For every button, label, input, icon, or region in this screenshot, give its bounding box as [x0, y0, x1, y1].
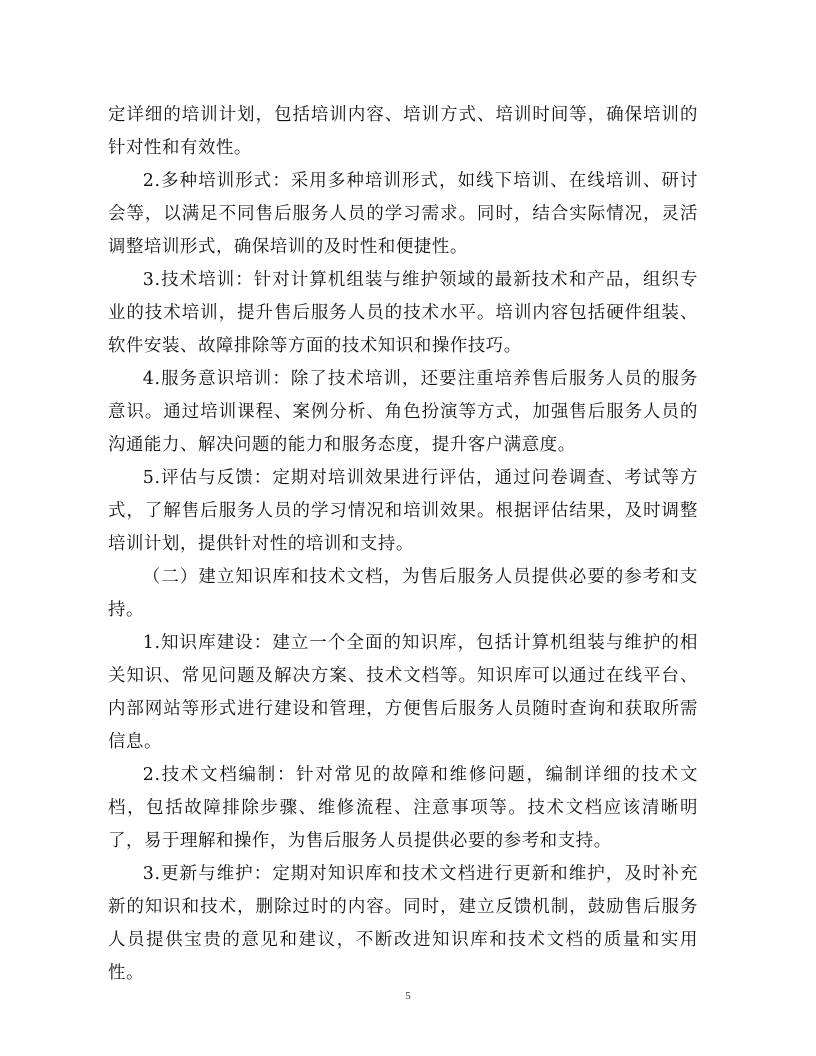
document-body	[108, 99, 698, 990]
paragraph-training-forms: 2.多种培训形式：采用多种培训形式，如线下培训、在线培训、研讨会等，以满足不同售后服务人员的学习需求。同时，结合实际情况，灵活调整培训形式，确保培训的及时性和便捷性。	[108, 171, 698, 257]
paragraph-technical-training: 3.技术培训：针对计算机组装与维护领域的最新技术和产品，组织专业的技术培训，提升售后服务人员的技术水平。培训内容包括硬件组装、软件安装、故障排除等方面的技术知识和操作技巧。	[108, 270, 698, 356]
paragraph-continuation: 定详细的培训计划，包括培训内容、培训方式、培训时间等，确保培训的针对性和有效性。	[108, 105, 698, 158]
section-heading-knowledge-base: （二）建立知识库和技术文档，为售后服务人员提供必要的参考和支持。	[108, 567, 698, 620]
paragraph-service-awareness: 4.服务意识培训：除了技术培训，还要注重培养售后服务人员的服务意识。通过培训课程、案例分析、角色扮演等方式，加强售后服务人员的沟通能力、解决问题的能力和服务态度，提升客户满意度。	[108, 369, 698, 455]
page-number: 5	[405, 990, 411, 1002]
paragraph-knowledge-base: 1.知识库建设：建立一个全面的知识库，包括计算机组装与维护的相关知识、常见问题及解决方案、技术文档等。知识库可以通过在线平台、内部网站等形式进行建设和管理，方便售后服务人员随时查询和获取所需信息。	[108, 633, 698, 752]
paragraph-update-maintenance: 3.更新与维护：定期对知识库和技术文档进行更新和维护，及时补充新的知识和技术，删除过时的内容。同时，建立反馈机制，鼓励售后服务人员提供宝贵的意见和建议，不断改进知识库和技术文档的质量和实用性。	[108, 864, 698, 983]
paragraph-evaluation-feedback: 5.评估与反馈：定期对培训效果进行评估，通过问卷调查、考试等方式，了解售后服务人员的学习情况和培训效果。根据评估结果，及时调整培训计划，提供针对性的培训和支持。	[108, 468, 698, 554]
paragraph-technical-docs: 2.技术文档编制：针对常见的故障和维修问题，编制详细的技术文档，包括故障排除步骤、维修流程、注意事项等。技术文档应该清晰明了，易于理解和操作，为售后服务人员提供必要的参考和支持。	[108, 765, 698, 851]
